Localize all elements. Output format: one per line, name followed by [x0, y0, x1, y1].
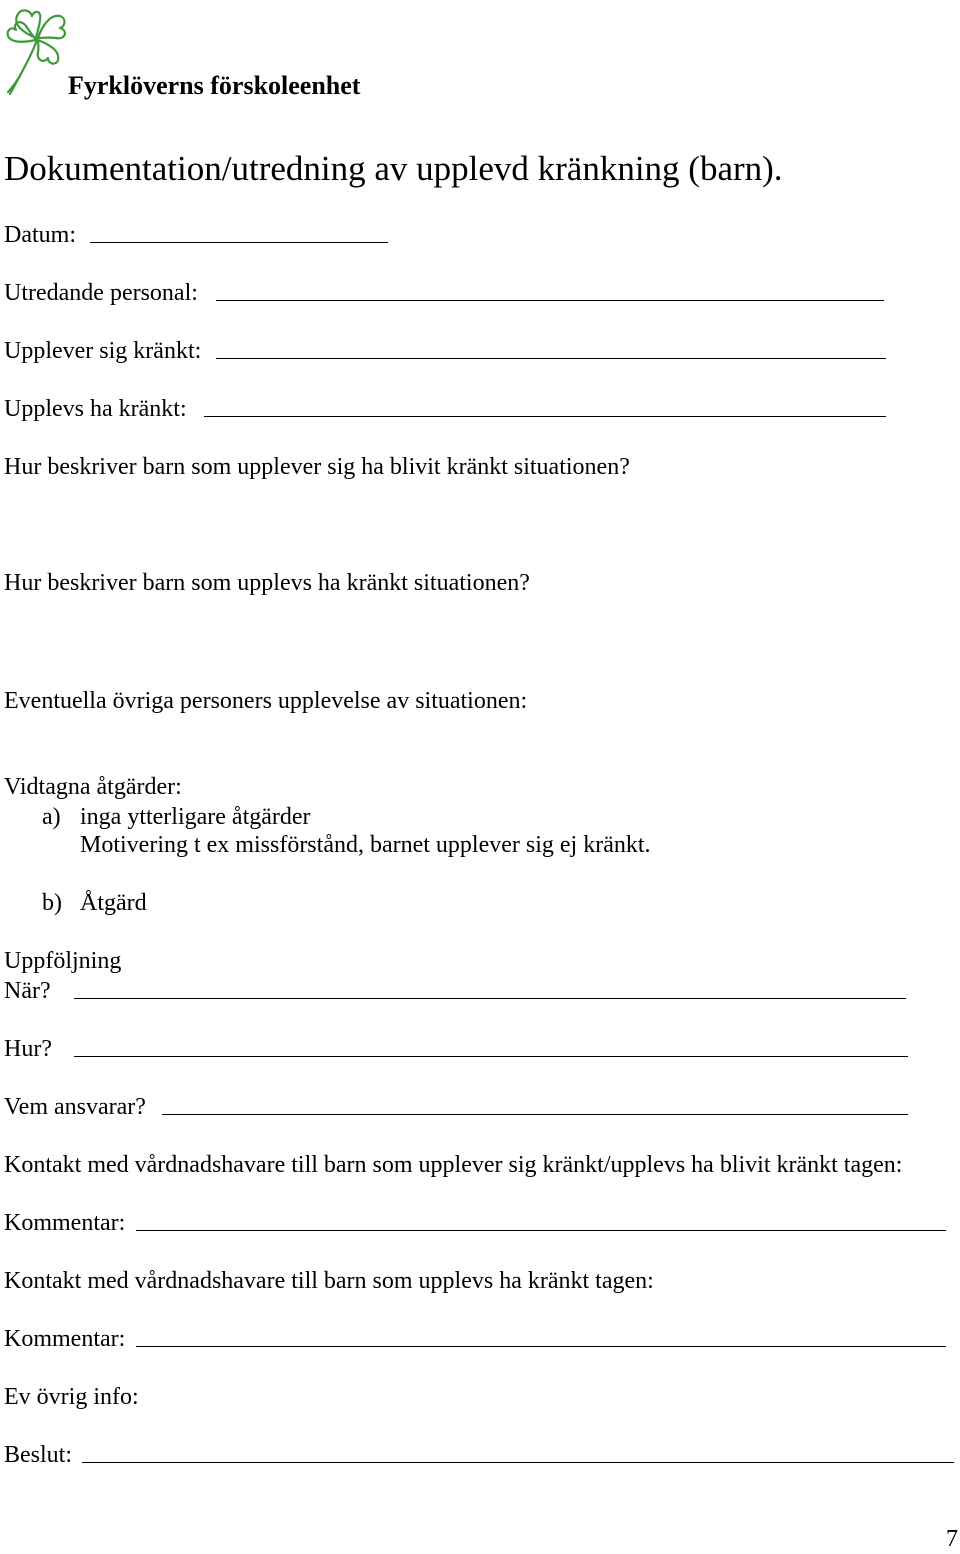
- upplevs-ha-krankt-label: Upplevs ha kränkt:: [4, 396, 187, 422]
- upplevs-ha-krankt-field[interactable]: [204, 416, 886, 417]
- contact-victim-guardian: Kontakt med vårdnadshavare till barn som upplever sig kränkt/upplevs ha blivit kränkt tagen:: [4, 1152, 903, 1178]
- comment1-field[interactable]: [136, 1230, 946, 1231]
- followup-responsible-field[interactable]: [162, 1114, 908, 1115]
- datum-field[interactable]: [90, 242, 388, 243]
- followup-heading: Uppföljning: [4, 948, 122, 974]
- actions-heading: Vidtagna åtgärder:: [4, 774, 182, 800]
- four-leaf-clover-icon: [2, 2, 74, 98]
- followup-how-field[interactable]: [74, 1056, 908, 1057]
- question-victim-description: Hur beskriver barn som upplever sig ha blivit kränkt situationen?: [4, 454, 630, 480]
- followup-how-label: Hur?: [4, 1036, 52, 1062]
- page-number: 7: [946, 1526, 958, 1552]
- action-a-motivation: Motivering t ex missförstånd, barnet upplever sig ej kränkt.: [80, 832, 651, 858]
- contact-offender-guardian: Kontakt med vårdnadshavare till barn som upplevs ha kränkt tagen:: [4, 1268, 654, 1294]
- question-offender-description: Hur beskriver barn som upplevs ha kränkt situationen?: [4, 570, 530, 596]
- document-title: Dokumentation/utredning av upplevd kränkning (barn).: [4, 149, 783, 188]
- followup-when-field[interactable]: [74, 998, 906, 999]
- followup-when-label: När?: [4, 978, 51, 1004]
- organization-name: Fyrklöverns förskoleenhet: [68, 71, 361, 100]
- action-a-marker: a): [42, 804, 61, 830]
- action-b-text: Åtgärd: [80, 890, 147, 916]
- followup-responsible-label: Vem ansvarar?: [4, 1094, 146, 1120]
- decision-field[interactable]: [82, 1462, 954, 1463]
- datum-label: Datum:: [4, 222, 76, 248]
- decision-label: Beslut:: [4, 1442, 73, 1468]
- comment2-label: Kommentar:: [4, 1326, 126, 1352]
- action-b-marker: b): [42, 890, 62, 916]
- upplever-sig-krankt-field[interactable]: [216, 358, 886, 359]
- action-a-text: inga ytterligare åtgärder: [80, 804, 311, 830]
- comment2-field[interactable]: [136, 1346, 946, 1347]
- upplever-sig-krankt-label: Upplever sig kränkt:: [4, 338, 202, 364]
- utredande-personal-field[interactable]: [216, 300, 884, 301]
- utredande-personal-label: Utredande personal:: [4, 280, 198, 306]
- question-others-experience: Eventuella övriga personers upplevelse av situationen:: [4, 688, 528, 714]
- comment1-label: Kommentar:: [4, 1210, 126, 1236]
- other-info-label: Ev övrig info:: [4, 1384, 139, 1410]
